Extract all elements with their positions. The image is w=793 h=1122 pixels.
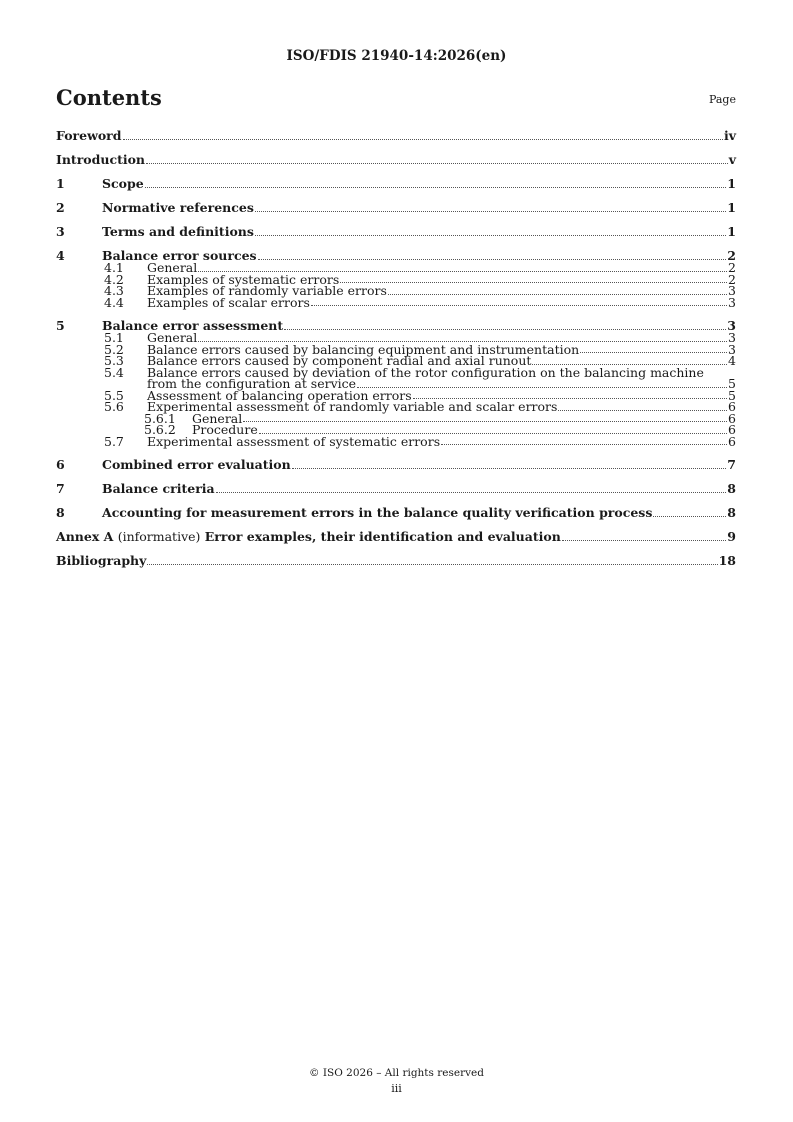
toc-entry-label: Balance error assessment — [102, 318, 284, 333]
toc-entry-page: 8 — [727, 505, 736, 520]
toc-entry-label: Examples of systematic errors — [147, 271, 340, 287]
toc-entry-page: 6 — [728, 399, 736, 414]
toc-entry[interactable] — [56, 507, 736, 519]
toc-entry-label: Scope — [102, 176, 144, 191]
page-column-label: Page — [708, 93, 736, 106]
page-number: iii — [391, 1082, 402, 1095]
toc-entry[interactable] — [56, 483, 736, 495]
toc-entry-label: Accounting for measurement errors in the balance quality verification process — [102, 505, 653, 520]
annex-title: Error examples, their identification and evaluation — [204, 529, 561, 544]
toc-leader-dots — [311, 305, 727, 306]
toc-entry-label: from the configuration at service — [147, 376, 357, 391]
toc-entry-label — [56, 531, 561, 543]
toc-entry-number: 8 — [56, 505, 65, 520]
toc-entry-label: Foreword — [56, 128, 122, 143]
toc-leader-dots — [243, 421, 727, 422]
toc-leader-dots — [255, 235, 726, 236]
toc-entry-number: 2 — [56, 200, 65, 215]
toc-leader-dots — [580, 352, 727, 353]
toc-entry-number: 5.3 — [104, 353, 124, 368]
toc-entry-page: 3 — [728, 294, 736, 310]
toc-entry-label: Normative references — [102, 200, 254, 215]
toc-entry-label: Examples of randomly variable errors — [147, 283, 387, 298]
toc-entry-number: 5.6 — [104, 399, 124, 414]
toc-entry-page: 6 — [728, 410, 736, 426]
toc-entry-label: General — [147, 330, 198, 345]
toc-entry-number: 6 — [56, 457, 65, 472]
toc-entry-page: 2 — [728, 271, 736, 287]
toc-entry-number: 1 — [56, 176, 65, 191]
toc-leader-dots — [388, 294, 727, 295]
toc-entry-number: 5.2 — [104, 341, 124, 357]
toc-leader-dots — [258, 259, 727, 260]
toc-leader-dots — [284, 329, 726, 330]
toc-entry-label: Procedure — [192, 422, 258, 437]
table-of-contents — [56, 130, 736, 567]
toc-entry-page: 2 — [727, 248, 736, 263]
toc-leader-dots — [145, 187, 727, 188]
toc-entry-number: 4.3 — [104, 283, 124, 298]
toc-entry-page: 1 — [727, 200, 736, 215]
toc-entry-number: 4.2 — [104, 271, 124, 287]
toc-leader-dots — [562, 540, 726, 541]
toc-entry-page: 4 — [728, 353, 736, 368]
toc-leader-dots — [146, 163, 728, 164]
toc-entry[interactable] — [56, 226, 736, 238]
toc-entry-page: 3 — [728, 283, 736, 298]
toc-entry-page: 1 — [727, 224, 736, 239]
toc-entry-label: General — [147, 260, 198, 275]
toc-leader-dots — [292, 468, 727, 469]
toc-entry-label: Combined error evaluation — [102, 457, 291, 472]
toc-entry[interactable] — [56, 154, 736, 166]
toc-entry[interactable] — [56, 555, 736, 567]
toc-entry-page: 1 — [727, 176, 736, 191]
toc-entry-label: Balance error sources — [102, 248, 257, 263]
toc-leader-dots — [653, 516, 726, 517]
toc-entry-label: Balance criteria — [102, 481, 215, 496]
toc-entry-label: Bibliography — [56, 553, 147, 568]
toc-entry-page: 6 — [728, 433, 736, 449]
copyright-notice: © ISO 2026 – All rights reserved — [309, 1067, 484, 1079]
toc-entry-label: Experimental assessment of systematic errors — [147, 433, 441, 449]
toc-entry-number: 5.6.2 — [144, 422, 176, 437]
toc-leader-dots — [216, 492, 727, 493]
toc-entry-page: 5 — [728, 376, 736, 391]
toc-entry-page: 3 — [727, 318, 736, 333]
toc-entry-page: 3 — [728, 330, 736, 345]
toc-entry[interactable] — [56, 130, 736, 142]
toc-entry-number: 7 — [56, 481, 65, 496]
toc-entry-number: 4.4 — [104, 294, 124, 310]
toc-leader-dots — [357, 387, 727, 388]
toc-entry-number: 5.6.1 — [144, 410, 176, 426]
toc-entry-page: v — [728, 152, 736, 167]
toc-entry-label: General — [192, 410, 243, 426]
toc-entry[interactable] — [56, 459, 736, 471]
toc-leader-dots — [123, 139, 723, 140]
toc-entry-label: Terms and definitions — [102, 224, 254, 239]
toc-entry-page: 7 — [727, 457, 736, 472]
toc-entry[interactable] — [56, 433, 736, 449]
toc-entry-label: Balance errors caused by deviation of the rotor configuration on the balancing machine — [147, 364, 704, 380]
toc-entry-number: 4 — [56, 248, 65, 263]
toc-entry-page: iv — [723, 128, 736, 143]
toc-entry-number: 5 — [56, 318, 65, 333]
toc-leader-dots — [255, 211, 726, 212]
toc-entry-page: 2 — [728, 260, 736, 275]
toc-entry-page: 9 — [727, 529, 736, 544]
toc-entry[interactable] — [56, 294, 736, 310]
toc-entry-label: Introduction — [56, 152, 146, 167]
toc-entry[interactable] — [56, 202, 736, 214]
toc-leader-dots — [441, 444, 727, 445]
document-id: ISO/FDIS 21940-14:2026(en) — [286, 48, 507, 64]
toc-entry-label: Assessment of balancing operation errors — [147, 387, 412, 403]
toc-entry-page: 18 — [718, 553, 736, 568]
toc-entry[interactable] — [56, 178, 736, 190]
toc-entry-label: Examples of scalar errors — [147, 294, 310, 310]
toc-entry-label: Balance errors caused by balancing equipment and instrumentation — [147, 341, 580, 357]
toc-entry-page: 8 — [727, 481, 736, 496]
toc-entry-number: 5.7 — [104, 433, 124, 449]
toc-entry-label: Experimental assessment of randomly variable and scalar errors — [147, 399, 558, 414]
page-title: Contents — [56, 85, 162, 110]
toc-entry-number: 5.5 — [104, 387, 124, 403]
toc-leader-dots — [340, 282, 727, 283]
annex-type: (informative) — [117, 529, 201, 544]
toc-entry-number: 3 — [56, 224, 65, 239]
toc-entry-label: Balance errors caused by component radial and axial runout — [147, 353, 532, 368]
toc-leader-dots — [558, 410, 727, 411]
toc-entry[interactable] — [56, 531, 736, 543]
toc-entry-number: 4.1 — [104, 260, 124, 275]
toc-entry-page: 5 — [728, 387, 736, 403]
toc-leader-dots — [147, 564, 717, 565]
toc-entry-number: 5.4 — [104, 364, 124, 380]
annex-label: Annex A — [56, 529, 114, 544]
toc-entry-number: 5.1 — [104, 330, 124, 345]
toc-entry-page: 6 — [728, 422, 736, 437]
toc-entry-page: 3 — [728, 341, 736, 357]
